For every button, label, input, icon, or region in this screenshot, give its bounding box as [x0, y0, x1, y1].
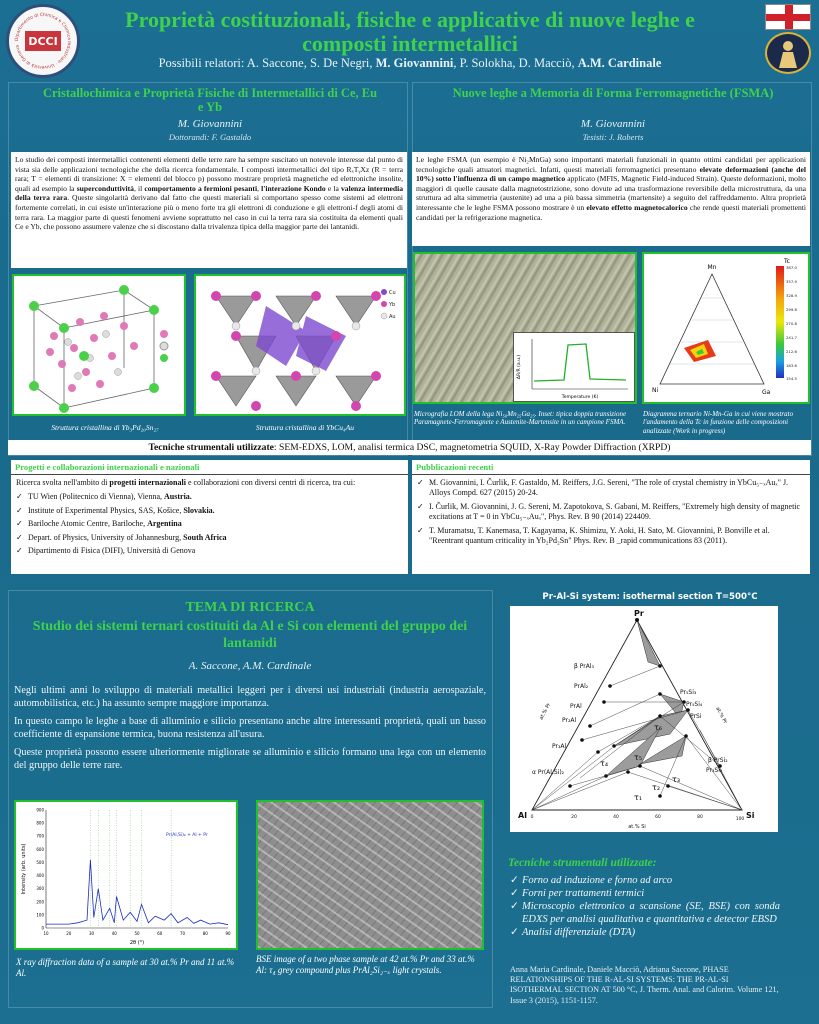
tc-scale-5: 241.7 — [786, 335, 797, 340]
dcci-logo — [6, 4, 80, 78]
xrd-x-tick-label: 30 — [88, 931, 95, 936]
xrd-x-tick-label: 90 — [225, 931, 231, 936]
right-p2: applicato (MFIS, Magnetic Field-induced Strain). Queste deformazioni, molto maggiori di quelle causate dalla magnetostrizione, sono dovute ad una trasformazione reversibile della microstruttura, da una struttura ad alta simmetria (austenite) ad una a più bassa simmetria (martensite) a seguito del raffreddamento. Altra proprietà interessante che le leghe FSMA possono mostrare è un — [416, 174, 806, 212]
xrd-legend: Pr(Al,Si)₂ + Al + Pr — [166, 833, 208, 838]
left-section-sub: Dottorandi: F. Gastaldo — [168, 132, 252, 142]
tc-scale-8: 154.5 — [786, 376, 797, 381]
phase-label: PrAl₂ — [574, 683, 589, 690]
project-item: ✓ Institute of Experimental Physics, SAS, Košice, Slovakia. — [16, 504, 403, 518]
xrd-y-tick-label: 400 — [36, 873, 44, 879]
ternary-diagram-nimnga — [642, 252, 810, 404]
subtitle-bold-2: A.M. Cardinale — [577, 56, 662, 70]
left-p1: Lo studio dei composti intermetallici contenenti elementi delle terre rare ha sempre suscitato un notevole interesse dal punto di vista sia delle applicazioni tecnologiche che della ricerca fondamentale. I composti intermetallici del tipo RₓTᵧXz (R = terra rara; T = elementi di transizione: X = elementi del blocco p) possono mostrare proprietà magnetiche ed elettroniche insolite, quali ad esempio la — [15, 155, 403, 193]
subtitle-prefix: Possibili relatori: A. Saccone, S. De Negri, — [158, 56, 376, 70]
project-item: ✓ Dipartimento di Fisica (DIFI), Università di Genova — [16, 544, 403, 558]
poster-subtitle — [90, 56, 730, 71]
tech-bar-label: Tecniche strumentali utilizzate — [148, 442, 274, 453]
right-b1: elevate deformazioni (anche del 10%) sotto l'influenza di un campo magnetico — [416, 164, 807, 184]
crystal-caption-1: Struttura cristallina di Yb₃Pd₂₀Sn₂₇ — [51, 423, 159, 432]
legend-yb: Yb — [389, 302, 396, 308]
phase-label: PrAl — [570, 703, 582, 710]
tick-bottom: 80 — [697, 815, 703, 820]
xrd-y-tick-label: 700 — [36, 833, 44, 839]
tc-scale-2: 328.9 — [786, 293, 797, 298]
tc-scale-6: 212.6 — [786, 349, 797, 354]
xrd-xlabel: 2θ (°) — [129, 940, 145, 946]
phase-label: Pr₂Al — [562, 717, 577, 724]
tecnica-item: ✓ Analisi differenziale (DTA) — [510, 926, 780, 939]
xrd-x-tick-label: 80 — [202, 931, 208, 936]
lom-caption: Micrografia LOM della lega Ni₅₀Mn₂₅Ga₂₅. Inset: tipica doppia transizione Paramagnete-Ferromagnete e Austenite-Martensite in un campione FSMA. — [414, 410, 627, 427]
corner-pr: Pr — [634, 609, 644, 618]
xrd-x-tick-label: 70 — [179, 931, 186, 936]
xrd-y-tick-label: 900 — [36, 807, 44, 813]
xrd-y-tick-label: 600 — [36, 846, 44, 852]
ternary-right-label: Ga — [762, 389, 771, 396]
xrd-y-tick-label: 0 — [41, 925, 44, 931]
tema-head: TEMA DI RICERCA — [185, 600, 315, 615]
right-p1: Le leghe FSMA (un esempio è Ni₂MnGa) sono importanti materiali funzionali in quanto ottimi candidati per applicazioni tecnologiche quali attuatori magnetici. Infatti, questi materiali ferromagnetici presentano — [416, 155, 806, 174]
axis-left-label: at.% Pr — [538, 702, 553, 721]
phase-label: τ₄ — [600, 759, 609, 768]
project-item: ✓ TU Wien (Politecnico di Vienna), Vienna, Austria. — [16, 490, 403, 504]
dcci-logo-ring-text: Dipartimento di Chimica e Chimica Industriale · Università di Genova — [14, 12, 72, 70]
projects-head: Progetti e collaborazioni internazionali e nazionali — [11, 460, 408, 475]
tc-scale-3: 299.8 — [786, 307, 797, 312]
right-section-sub: Tesisti: J. Roberts — [582, 132, 644, 142]
dcci-logo-text: DCCI — [28, 35, 58, 48]
right-section-body — [412, 152, 810, 246]
left-p3: , — [257, 183, 262, 193]
xrd-caption: X ray diffraction data of a sample at 30 at.% Pr and 11 at.% Al. — [16, 957, 235, 978]
phase-label: Pr₃Si₂ — [706, 767, 723, 774]
genova-flag — [765, 4, 811, 30]
tecnica-item: ✓ Microscopio elettronico a scansione (SE, BSE) con sonda EDXS per analisi qualitativa e quantitativa e detector EBSD — [510, 900, 780, 926]
pralsi-diagram — [510, 606, 778, 832]
publication-item: ✓ M. Giovannini, I. Čurlik, F. Gastaldo, M. Reiffers, J.G. Sereni, "The role of crystal chemistry in YbCu₅₋ₓAuₓ" J. Alloys Compd. 627 (2015) 20-24. — [417, 478, 805, 498]
xrd-x-tick-label: 20 — [66, 931, 72, 936]
corner-si: Si — [746, 811, 755, 820]
publications-list — [412, 475, 810, 549]
phase-label: Pr₅Si₃ — [680, 689, 697, 696]
sem-bse-image — [256, 800, 484, 950]
ternary-caption: Diagramma ternario Ni-Mn-Ga in cui viene mostrato l'andamento della Tc in funzione delle composizioni analizzate (Work in progress) — [643, 410, 794, 435]
left-section-title: Cristallochimica e Proprietà Fisiche di Intermetallici di Ce, Eu e Yb — [42, 86, 378, 114]
ternary-top-label: Mn — [707, 264, 717, 271]
phase-label: τ₅ — [634, 753, 643, 762]
project-item: ✓ Bariloche Atomic Centre, Bariloche, Argentina — [16, 517, 403, 531]
xrd-y-tick-label: 500 — [36, 859, 44, 865]
xrd-y-tick-label: 800 — [36, 820, 44, 826]
xrd-x-tick-label: 60 — [157, 931, 163, 936]
pralsi-caption: Pr-Al-Si system: isothermal section T=500°C — [542, 592, 758, 602]
tema-p3: Queste proprietà possono essere ulteriormente migliorate se alluminio e silicio formano una lega con un elemento del gruppo delle terre rare. — [14, 747, 486, 771]
phase-label: β PrAl₃ — [574, 663, 594, 670]
left-p5: . Queste singolarità derivano dal fatto che questi materiali si comportano spesso come sistemi ad elettroni fortemente correlati, in cui esiste un'interazione più o meno forte tra gli elettroni di conduzione e gli elettroni-f degli atomi di terra rara. La maggior parte di questi fenomeni avviene soprattutto nel caso in cui la terra rara sia costituita da elementi quali Ce e Yb, che possono assumere valenze che si discostano dalla trivalenza tipica della maggior parte dei lantanidi. — [15, 193, 403, 232]
tc-scale-1: 357.9 — [786, 279, 797, 284]
phase-label: Pr₅Si₄ — [686, 701, 703, 708]
project-item: ✓ Depart. of Physics, University of Johannesburg, South Africa — [16, 531, 403, 545]
left-b3: l'interazione Kondo — [261, 183, 326, 193]
phase-label: τ₂ — [652, 783, 661, 792]
tick-bottom: 40 — [613, 815, 619, 820]
publication-item: ✓ T. Muramatsu, T. Kanemasa, T. Kagayama, K. Shimizu, Y. Aoki, H. Sato, M. Giovannini, P. Bonville et al. "Reentrant quantum criticality in Yb₂Pd₂Sn" Phys. Rev. B _rapid communications 83 (2011). — [417, 526, 805, 546]
tick-bottom: 60 — [655, 815, 661, 820]
projects-intro-2: e collaborazioni con diversi centri di ricerca, tra cui: — [185, 478, 356, 487]
xrd-series-line — [46, 860, 228, 925]
tecniche2-list — [510, 874, 780, 939]
xrd-chart — [14, 800, 238, 950]
left-section-author: M. Giovannini — [177, 118, 243, 130]
crystal-structure-image-2 — [194, 274, 406, 416]
projects-intro-1: Ricerca svolta nell'ambito di — [16, 478, 110, 487]
left-b1: superconduttività — [76, 183, 134, 193]
sem-caption: BSE image of a two phase sample at 42 at.% Pr and 33 at.% Al: τ₄ grey compound plus PrAl₂Si₂₋ₓ light crystals. — [256, 954, 475, 975]
right-section-author: M. Giovannini — [580, 118, 646, 130]
projects-list — [11, 490, 408, 558]
phase-label: τ₆ — [654, 723, 663, 732]
projects-intro-bold: progetti internazionali — [109, 478, 186, 487]
phase-label: Pr₃Al — [552, 743, 567, 750]
poster-title: Proprietà costituzionali, fisiche e applicative di nuove leghe e composti intermetallici — [125, 7, 695, 56]
publication-item: ✓ I. Čurlik, M. Giovannini, J. G. Sereni, M. Zapotokova, S. Gabani, M. Reiffers, "Extremely high density of magnetic excitations at T = 0 in YbCu₅₋ₓAuₓ", Phys. Rev. B 90 (2014) 224409. — [417, 502, 805, 522]
projects-intro — [11, 475, 408, 490]
projects-box — [11, 460, 408, 574]
publications-head: Pubblicazioni recenti — [412, 460, 810, 475]
xrd-x-tick-label: 10 — [43, 931, 49, 936]
tema-p2: In questo campo le leghe a base di alluminio e silicio presentano anche altre interessanti proprietà, quali un basso coefficiente di espansione termica, buona resistenza all'usura. — [14, 716, 486, 740]
tecnica-item: ✓ Forni per trattamenti termici — [510, 887, 780, 900]
xrd-y-tick-label: 100 — [36, 912, 44, 918]
tema-author: A. Saccone, A.M. Cardinale — [188, 660, 312, 672]
xrd-y-tick-label: 200 — [36, 899, 44, 905]
legend-cu: Cu — [389, 290, 396, 296]
tecniche2-head: Tecniche strumentali utilizzate: — [508, 857, 657, 869]
phase-label: τ₁ — [634, 793, 643, 802]
tech-bar-text: : SEM-EDXS, LOM, analisi termica DSC, magnetometria SQUID, X-Ray Powder Diffraction (XRPD) — [273, 442, 671, 453]
tech-bar — [8, 440, 811, 455]
inset-ylabel: ΔR/R (a.u.) — [517, 354, 522, 380]
phase-label: β PrSi₂ — [708, 757, 728, 764]
seal-figure-icon — [767, 34, 809, 72]
right-p3: che rende questi materiali promettenti candidati per la refrigerazione magnetica. — [416, 202, 806, 222]
xrd-ylabel: Intensity (arb. units) — [21, 843, 27, 895]
phase-label: τ₃ — [672, 775, 681, 784]
tecnica-item: ✓ Forno ad induzione e forno ad arco — [510, 874, 780, 887]
right-b2: elevato effetto magnetocalorico — [586, 202, 688, 212]
subtitle-bold-1: M. Giovannini — [375, 56, 454, 70]
tc-scale-title: Tc — [784, 258, 790, 265]
inset-xlabel: Temperature (K) — [561, 395, 599, 400]
tema-p1: Negli ultimi anni lo sviluppo di materiali metallici leggeri per i diversi usi industriali (industria aerospaziale, automobilistica, etc.) ha assunto sempre maggiore importanza. — [14, 685, 486, 709]
tc-scale-4: 270.8 — [786, 321, 797, 326]
axis-right-label: at.% Pr — [714, 706, 728, 725]
crystal-structure-image-1 — [12, 274, 186, 416]
crystal-caption-2: Struttura cristallina di YbCu₄Au — [255, 423, 355, 432]
reference-text: Anna Maria Cardinale, Daniele Macciò, Adriana Saccone, PHASE RELATIONSHIPS OF THE R-AL-SI SYSTEMS: THE PR-AL-SI ISOTHERMAL SECTION AT 500 °C, J. Therm. Anal. and Calorim. Volume 121, Issue 3 (2015), 1151-1157. — [510, 965, 779, 1005]
corner-al: Al — [518, 811, 527, 820]
publications-box — [412, 460, 810, 574]
phase-label: PrSi — [690, 713, 702, 720]
left-section-body — [11, 152, 407, 268]
lom-micrograph — [413, 252, 637, 404]
xrd-x-tick-label: 40 — [111, 931, 117, 936]
xrd-y-tick-label: 300 — [36, 886, 44, 892]
tick-bottom: 0 — [530, 815, 534, 820]
left-p2: , il — [133, 183, 145, 193]
xrd-x-tick-label: 50 — [134, 931, 140, 936]
university-seal — [765, 32, 811, 74]
right-section-title: Nuove leghe a Memoria di Forma Ferromagnetiche (FSMA) — [452, 86, 774, 100]
left-p4: e la — [325, 183, 341, 193]
tc-scale-0: 387.0 — [786, 265, 797, 270]
tick-bottom: 20 — [571, 815, 577, 820]
legend-au: Au — [389, 314, 396, 320]
axis-bottom-label: at.% Si — [628, 824, 646, 830]
transition-inset-plot — [513, 332, 635, 402]
phase-label: α Pr(Al,Si)₂ — [532, 769, 565, 776]
tema-body — [14, 684, 486, 772]
left-b2: comportamento a fermioni pesanti — [144, 183, 258, 193]
subtitle-mid: , P. Solokha, D. Macciò, — [453, 56, 578, 70]
tc-scale-7: 183.6 — [786, 363, 797, 368]
xrd-reference-lines — [90, 810, 171, 928]
left-b4: valenza intermedia della terra rara — [15, 183, 404, 203]
tema-title: Studio dei sistemi ternari costituiti da Al e Si con elementi del gruppo dei lantanidi — [32, 619, 468, 651]
tick-bottom: 100 — [735, 817, 745, 822]
ternary-left-label: Ni — [652, 387, 659, 394]
dcci-logo-ring — [9, 7, 77, 75]
